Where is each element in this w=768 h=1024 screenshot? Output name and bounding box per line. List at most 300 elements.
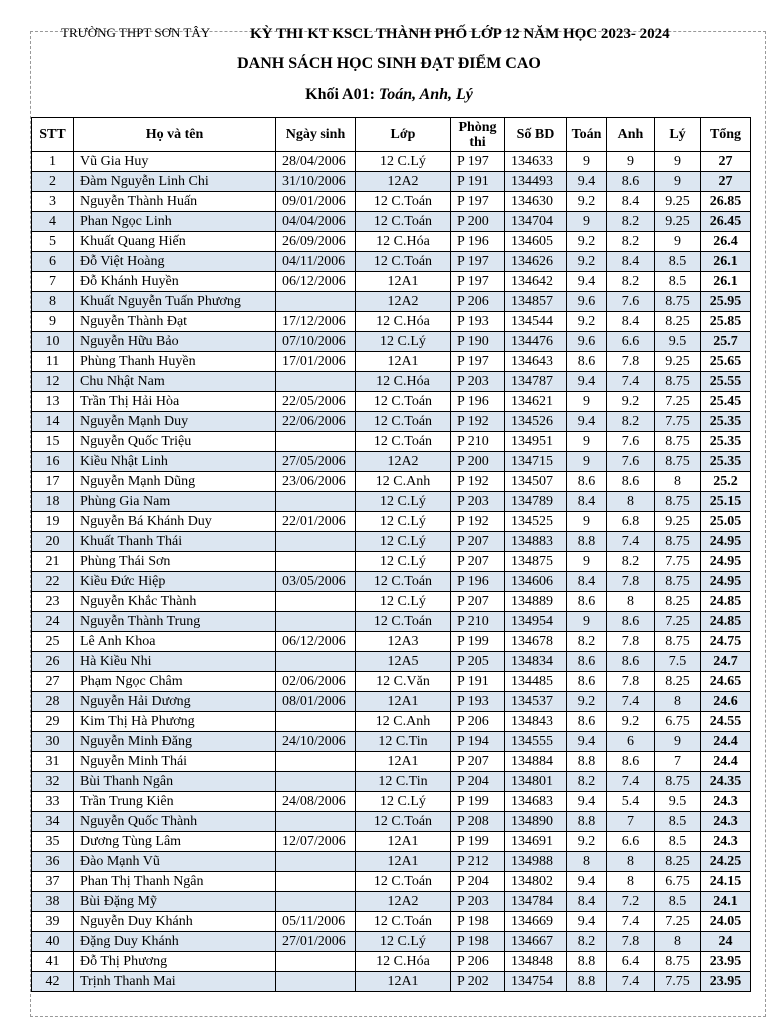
cell-sbd: 134606 (505, 572, 567, 592)
cell-room: P 192 (451, 472, 505, 492)
cell-stt: 36 (32, 852, 74, 872)
cell-stt: 19 (32, 512, 74, 532)
cell-english: 9.2 (607, 712, 655, 732)
cell-math: 8.8 (567, 532, 607, 552)
cell-stt: 5 (32, 232, 74, 252)
cell-stt: 7 (32, 272, 74, 292)
cell-english: 7.2 (607, 892, 655, 912)
cell-dob (276, 292, 356, 312)
cell-class: 12 C.Anh (356, 712, 451, 732)
cell-total: 25.85 (701, 312, 751, 332)
cell-math: 8.2 (567, 932, 607, 952)
page-title: DANH SÁCH HỌC SINH ĐẠT ĐIỂM CAO (237, 55, 541, 72)
cell-sbd: 134526 (505, 412, 567, 432)
cell-room: P 202 (451, 972, 505, 992)
cell-stt: 28 (32, 692, 74, 712)
cell-physics: 8.5 (655, 812, 701, 832)
cell-class: 12A1 (356, 752, 451, 772)
page-border-bottom (30, 1016, 766, 1017)
cell-math: 9 (567, 392, 607, 412)
cell-math: 8.2 (567, 632, 607, 652)
cell-name: Đặng Duy Khánh (74, 932, 276, 952)
cell-sbd: 134784 (505, 892, 567, 912)
cell-english: 9.2 (607, 392, 655, 412)
cell-total: 25.15 (701, 492, 751, 512)
cell-room: P 210 (451, 612, 505, 632)
cell-sbd: 134843 (505, 712, 567, 732)
cell-dob: 04/11/2006 (276, 252, 356, 272)
cell-physics: 7.25 (655, 392, 701, 412)
cell-total: 25.7 (701, 332, 751, 352)
cell-room: P 198 (451, 912, 505, 932)
cell-physics: 9.25 (655, 352, 701, 372)
cell-dob: 27/05/2006 (276, 452, 356, 472)
cell-english: 7.6 (607, 432, 655, 452)
cell-name: Phùng Thái Sơn (74, 552, 276, 572)
cell-math: 8.8 (567, 812, 607, 832)
cell-room: P 190 (451, 332, 505, 352)
cell-dob: 17/01/2006 (276, 352, 356, 372)
cell-total: 25.45 (701, 392, 751, 412)
cell-english: 8 (607, 592, 655, 612)
cell-dob (276, 872, 356, 892)
cell-math: 8.4 (567, 892, 607, 912)
cell-dob (276, 492, 356, 512)
cell-math: 9.2 (567, 192, 607, 212)
cell-sbd: 134485 (505, 672, 567, 692)
cell-name: Phan Ngọc Linh (74, 212, 276, 232)
cell-english: 8.6 (607, 472, 655, 492)
cell-physics: 8.75 (655, 432, 701, 452)
cell-total: 24.95 (701, 572, 751, 592)
cell-sbd: 134704 (505, 212, 567, 232)
cell-physics: 8.5 (655, 832, 701, 852)
cell-class: 12A1 (356, 972, 451, 992)
cell-stt: 34 (32, 812, 74, 832)
cell-class: 12 C.Toán (356, 392, 451, 412)
cell-total: 24.4 (701, 732, 751, 752)
cell-stt: 31 (32, 752, 74, 772)
cell-stt: 6 (32, 252, 74, 272)
cell-total: 26.1 (701, 252, 751, 272)
cell-sbd: 134883 (505, 532, 567, 552)
cell-stt: 18 (32, 492, 74, 512)
cell-stt: 39 (32, 912, 74, 932)
cell-room: P 191 (451, 672, 505, 692)
cell-total: 25.2 (701, 472, 751, 492)
cell-dob: 08/01/2006 (276, 692, 356, 712)
cell-sbd: 134621 (505, 392, 567, 412)
cell-room: P 200 (451, 212, 505, 232)
cell-stt: 23 (32, 592, 74, 612)
cell-stt: 4 (32, 212, 74, 232)
table-row (32, 492, 751, 512)
cell-math: 9.6 (567, 292, 607, 312)
cell-name: Đỗ Việt Hoàng (74, 252, 276, 272)
cell-total: 24.55 (701, 712, 751, 732)
cell-total: 26.1 (701, 272, 751, 292)
cell-math: 9.4 (567, 792, 607, 812)
cell-physics: 8.75 (655, 532, 701, 552)
cell-english: 7.4 (607, 912, 655, 932)
table-row (32, 632, 751, 652)
cell-room: P 203 (451, 372, 505, 392)
cell-class: 12 C.Toán (356, 812, 451, 832)
cell-english: 8.2 (607, 272, 655, 292)
cell-english: 9 (607, 152, 655, 172)
table-row (32, 352, 751, 372)
cell-room: P 196 (451, 232, 505, 252)
cell-dob (276, 972, 356, 992)
page-border-right (765, 31, 766, 1017)
table-row (32, 792, 751, 812)
cell-dob (276, 712, 356, 732)
cell-dob (276, 752, 356, 772)
cell-dob: 06/12/2006 (276, 632, 356, 652)
col-header-dob: Ngày sinh (276, 118, 356, 152)
cell-dob: 06/12/2006 (276, 272, 356, 292)
table-row (32, 172, 751, 192)
cell-stt: 37 (32, 872, 74, 892)
cell-english: 8.2 (607, 212, 655, 232)
table-row (32, 592, 751, 612)
cell-physics: 8.75 (655, 572, 701, 592)
cell-physics: 9 (655, 232, 701, 252)
cell-english: 8.6 (607, 612, 655, 632)
cell-name: Nguyễn Minh Đăng (74, 732, 276, 752)
cell-math: 8.6 (567, 472, 607, 492)
cell-total: 24.35 (701, 772, 751, 792)
cell-dob (276, 772, 356, 792)
cell-name: Bùi Đặng Mỹ (74, 892, 276, 912)
cell-math: 9 (567, 212, 607, 232)
cell-sbd: 134476 (505, 332, 567, 352)
cell-english: 7.8 (607, 672, 655, 692)
cell-stt: 16 (32, 452, 74, 472)
table-row (32, 212, 751, 232)
cell-class: 12 C.Lý (356, 152, 451, 172)
cell-physics: 8.5 (655, 892, 701, 912)
cell-physics: 8.75 (655, 772, 701, 792)
cell-english: 7.4 (607, 532, 655, 552)
cell-dob (276, 652, 356, 672)
cell-class: 12 C.Tin (356, 732, 451, 752)
table-row (32, 192, 751, 212)
cell-sbd: 134683 (505, 792, 567, 812)
exam-title: KỲ THI KT KSCL THÀNH PHỐ LỚP 12 NĂM HỌC 2023- 2024 (250, 26, 670, 42)
cell-total: 24.4 (701, 752, 751, 772)
col-header-physics: Lý (655, 118, 701, 152)
cell-stt: 9 (32, 312, 74, 332)
cell-stt: 40 (32, 932, 74, 952)
cell-sbd: 134951 (505, 432, 567, 452)
cell-sbd: 134525 (505, 512, 567, 532)
cell-stt: 12 (32, 372, 74, 392)
cell-dob: 22/01/2006 (276, 512, 356, 532)
cell-name: Đỗ Khánh Huyền (74, 272, 276, 292)
cell-math: 8.6 (567, 652, 607, 672)
cell-name: Phùng Thanh Huyền (74, 352, 276, 372)
cell-room: P 197 (451, 192, 505, 212)
cell-english: 6.8 (607, 512, 655, 532)
cell-english: 7 (607, 812, 655, 832)
cell-math: 8.8 (567, 752, 607, 772)
cell-math: 9.2 (567, 832, 607, 852)
cell-stt: 38 (32, 892, 74, 912)
cell-class: 12 C.Lý (356, 592, 451, 612)
cell-sbd: 134890 (505, 812, 567, 832)
cell-english: 7.6 (607, 292, 655, 312)
cell-math: 9.6 (567, 332, 607, 352)
cell-total: 24.65 (701, 672, 751, 692)
cell-sbd: 134691 (505, 832, 567, 852)
cell-sbd: 134537 (505, 692, 567, 712)
cell-physics: 9.25 (655, 212, 701, 232)
cell-name: Nguyễn Hữu Bảo (74, 332, 276, 352)
cell-room: P 210 (451, 432, 505, 452)
cell-class: 12A2 (356, 172, 451, 192)
table-row (32, 332, 751, 352)
col-header-room: Phòng thi (451, 118, 505, 152)
cell-name: Nguyễn Hải Dương (74, 692, 276, 712)
cell-physics: 6.75 (655, 712, 701, 732)
cell-total: 24.95 (701, 532, 751, 552)
table-row (32, 472, 751, 492)
cell-english: 8.6 (607, 752, 655, 772)
cell-room: P 197 (451, 352, 505, 372)
table-row (32, 952, 751, 972)
cell-stt: 17 (32, 472, 74, 492)
cell-class: 12 C.Toán (356, 432, 451, 452)
cell-name: Bùi Thanh Ngân (74, 772, 276, 792)
cell-english: 7.6 (607, 452, 655, 472)
cell-stt: 1 (32, 152, 74, 172)
cell-class: 12 C.Hóa (356, 372, 451, 392)
cell-math: 8.2 (567, 772, 607, 792)
cell-english: 5.4 (607, 792, 655, 812)
cell-stt: 30 (32, 732, 74, 752)
cell-math: 8.8 (567, 972, 607, 992)
cell-name: Nguyễn Quốc Triệu (74, 432, 276, 452)
cell-physics: 8.75 (655, 632, 701, 652)
table-row (32, 892, 751, 912)
cell-physics: 7.5 (655, 652, 701, 672)
cell-math: 9 (567, 452, 607, 472)
col-header-name: Họ và tên (74, 118, 276, 152)
cell-total: 27 (701, 172, 751, 192)
cell-total: 25.55 (701, 372, 751, 392)
cell-physics: 8.25 (655, 312, 701, 332)
table-row (32, 312, 751, 332)
table-row (32, 512, 751, 532)
cell-english: 8.4 (607, 312, 655, 332)
cell-physics: 8.25 (655, 592, 701, 612)
cell-dob: 31/10/2006 (276, 172, 356, 192)
cell-english: 6.4 (607, 952, 655, 972)
cell-english: 7.4 (607, 972, 655, 992)
cell-english: 8 (607, 852, 655, 872)
cell-sbd: 134642 (505, 272, 567, 292)
cell-math: 8.6 (567, 712, 607, 732)
cell-physics: 9.5 (655, 332, 701, 352)
table-row (32, 372, 751, 392)
cell-physics: 8.75 (655, 952, 701, 972)
cell-room: P 198 (451, 932, 505, 952)
cell-total: 24.25 (701, 852, 751, 872)
cell-sbd: 134678 (505, 632, 567, 652)
cell-dob: 24/10/2006 (276, 732, 356, 752)
cell-physics: 8 (655, 692, 701, 712)
cell-room: P 205 (451, 652, 505, 672)
cell-sbd: 134884 (505, 752, 567, 772)
table-row (32, 272, 751, 292)
cell-math: 9.4 (567, 272, 607, 292)
cell-name: Dương Tùng Lâm (74, 832, 276, 852)
cell-name: Kiều Đức Hiệp (74, 572, 276, 592)
cell-sbd: 134789 (505, 492, 567, 512)
cell-room: P 199 (451, 632, 505, 652)
cell-room: P 196 (451, 392, 505, 412)
table-row (32, 752, 751, 772)
cell-math: 9.4 (567, 412, 607, 432)
cell-class: 12A2 (356, 292, 451, 312)
cell-physics: 8.5 (655, 272, 701, 292)
cell-total: 25.95 (701, 292, 751, 312)
cell-physics: 7.75 (655, 972, 701, 992)
table-row (32, 812, 751, 832)
cell-physics: 8.5 (655, 252, 701, 272)
cell-total: 27 (701, 152, 751, 172)
cell-physics: 9.5 (655, 792, 701, 812)
cell-room: P 193 (451, 692, 505, 712)
cell-sbd: 134834 (505, 652, 567, 672)
cell-math: 9.2 (567, 252, 607, 272)
cell-math: 9 (567, 432, 607, 452)
cell-sbd: 134643 (505, 352, 567, 372)
cell-sbd: 134507 (505, 472, 567, 492)
subjects-label: Toán, Anh, Lý (378, 86, 473, 103)
cell-class: 12A3 (356, 632, 451, 652)
cell-physics: 9 (655, 732, 701, 752)
cell-english: 8.4 (607, 192, 655, 212)
cell-class: 12 C.Toán (356, 612, 451, 632)
cell-name: Lê Anh Khoa (74, 632, 276, 652)
cell-class: 12 C.Lý (356, 792, 451, 812)
table-row (32, 452, 751, 472)
cell-dob (276, 852, 356, 872)
cell-class: 12 C.Toán (356, 572, 451, 592)
cell-english: 7.8 (607, 352, 655, 372)
cell-sbd: 134802 (505, 872, 567, 892)
col-header-class: Lớp (356, 118, 451, 152)
cell-math: 9.2 (567, 232, 607, 252)
cell-dob (276, 372, 356, 392)
table-row (32, 152, 751, 172)
cell-name: Phạm Ngọc Châm (74, 672, 276, 692)
cell-name: Trần Trung Kiên (74, 792, 276, 812)
col-header-sbd: Số BD (505, 118, 567, 152)
cell-dob: 17/12/2006 (276, 312, 356, 332)
table-row (32, 572, 751, 592)
cell-dob: 27/01/2006 (276, 932, 356, 952)
cell-physics: 9.25 (655, 192, 701, 212)
cell-stt: 13 (32, 392, 74, 412)
cell-dob: 03/05/2006 (276, 572, 356, 592)
cell-name: Trần Thị Hải Hòa (74, 392, 276, 412)
cell-sbd: 134669 (505, 912, 567, 932)
cell-room: P 207 (451, 592, 505, 612)
cell-total: 23.95 (701, 972, 751, 992)
cell-english: 6 (607, 732, 655, 752)
cell-physics: 7.75 (655, 412, 701, 432)
cell-class: 12A1 (356, 852, 451, 872)
cell-room: P 206 (451, 952, 505, 972)
cell-room: P 199 (451, 832, 505, 852)
cell-stt: 2 (32, 172, 74, 192)
cell-total: 24.3 (701, 832, 751, 852)
cell-room: P 203 (451, 892, 505, 912)
cell-class: 12A1 (356, 692, 451, 712)
cell-sbd: 134875 (505, 552, 567, 572)
cell-physics: 7.25 (655, 912, 701, 932)
cell-english: 7.4 (607, 772, 655, 792)
cell-sbd: 134605 (505, 232, 567, 252)
cell-english: 6.6 (607, 832, 655, 852)
cell-sbd: 134754 (505, 972, 567, 992)
cell-class: 12 C.Văn (356, 672, 451, 692)
cell-stt: 27 (32, 672, 74, 692)
cell-stt: 24 (32, 612, 74, 632)
cell-english: 7.4 (607, 372, 655, 392)
table-row (32, 612, 751, 632)
table-header-row (32, 118, 751, 152)
cell-total: 24.75 (701, 632, 751, 652)
cell-room: P 203 (451, 492, 505, 512)
cell-total: 25.05 (701, 512, 751, 532)
cell-room: P 196 (451, 572, 505, 592)
table-row (32, 932, 751, 952)
cell-math: 8.8 (567, 952, 607, 972)
cell-room: P 206 (451, 712, 505, 732)
cell-dob: 23/06/2006 (276, 472, 356, 492)
cell-sbd: 134626 (505, 252, 567, 272)
cell-sbd: 134555 (505, 732, 567, 752)
cell-stt: 26 (32, 652, 74, 672)
cell-class: 12A2 (356, 452, 451, 472)
cell-stt: 33 (32, 792, 74, 812)
cell-name: Nguyễn Thành Trung (74, 612, 276, 632)
col-header-math: Toán (567, 118, 607, 152)
cell-class: 12 C.Toán (356, 872, 451, 892)
cell-room: P 193 (451, 312, 505, 332)
table-row (32, 852, 751, 872)
cell-room: P 206 (451, 292, 505, 312)
cell-total: 24.05 (701, 912, 751, 932)
cell-physics: 8.25 (655, 672, 701, 692)
cell-dob: 12/07/2006 (276, 832, 356, 852)
cell-total: 24.15 (701, 872, 751, 892)
cell-name: Đàm Nguyễn Linh Chi (74, 172, 276, 192)
cell-english: 8.2 (607, 412, 655, 432)
cell-english: 6.6 (607, 332, 655, 352)
table-row (32, 872, 751, 892)
cell-name: Nguyễn Thành Đạt (74, 312, 276, 332)
cell-stt: 10 (32, 332, 74, 352)
cell-physics: 8.75 (655, 452, 701, 472)
cell-english: 8.4 (607, 252, 655, 272)
cell-dob: 04/04/2006 (276, 212, 356, 232)
cell-name: Khuất Thanh Thái (74, 532, 276, 552)
